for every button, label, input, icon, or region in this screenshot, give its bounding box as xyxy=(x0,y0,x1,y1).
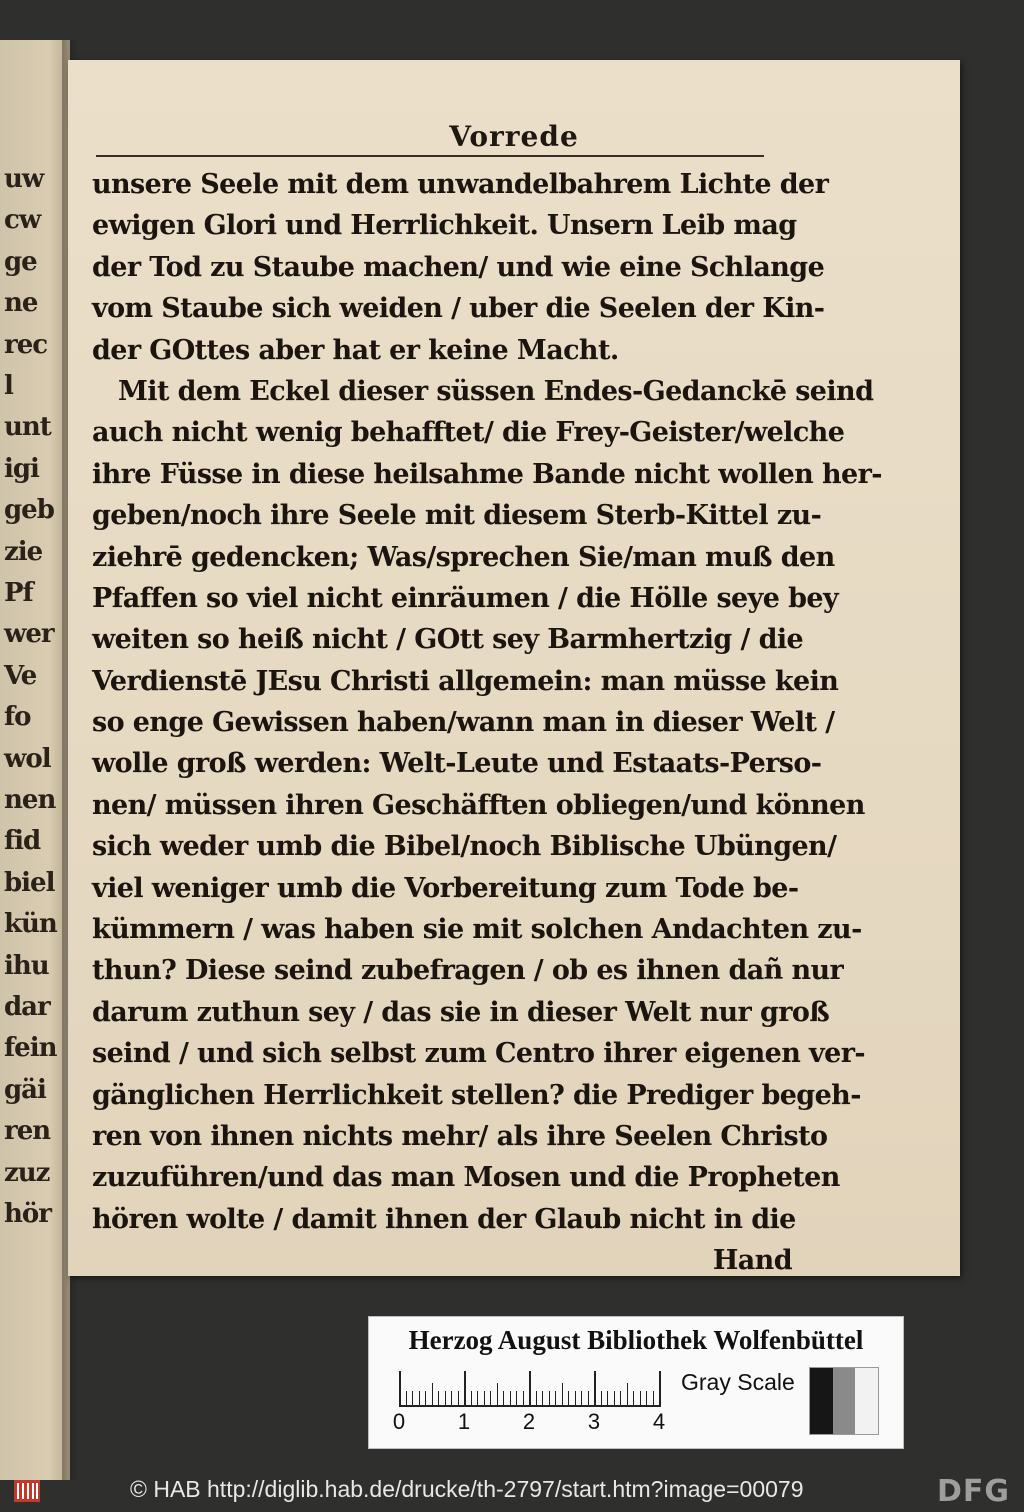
left-page-fragment: biel xyxy=(4,867,55,898)
left-page-fragment: gäi xyxy=(4,1074,46,1105)
ruler-tick xyxy=(588,1391,589,1405)
left-page-fragment: cw xyxy=(4,205,41,236)
ruler-number: 2 xyxy=(522,1409,536,1434)
text-line: weiten so heiß nicht / GOtt sey Barmhertzig / die xyxy=(92,624,804,656)
ruler-tick xyxy=(497,1383,498,1405)
text-line: kümmern / was haben sie mit solchen Andachten zu- xyxy=(92,914,862,946)
ruler-tick xyxy=(503,1391,504,1405)
ruler-tick xyxy=(399,1371,401,1405)
text-line: gänglichen Herrlichkeit stellen? die Prediger begeh- xyxy=(92,1079,861,1111)
ruler-tick xyxy=(627,1383,628,1405)
text-line: ewigen Glori und Herrlichkeit. Unsern Leib mag xyxy=(92,210,797,242)
text-line: wolle groß werden: Welt-Leute und Estaats-Perso- xyxy=(92,748,822,780)
ruler-tick xyxy=(425,1391,426,1405)
left-page-fragment: l xyxy=(4,371,13,401)
ruler-tick xyxy=(529,1371,531,1405)
ruler-tick xyxy=(659,1371,661,1405)
ruler-tick xyxy=(419,1391,420,1405)
ruler-tick xyxy=(575,1391,576,1405)
ruler-tick xyxy=(412,1391,413,1405)
text-line: Verdienstē JEsu Christi allgemein: man müsse kein xyxy=(92,665,839,697)
text-line: Pfaffen so viel nicht einräumen / die Hölle seye bey xyxy=(92,582,839,614)
dfg-logo: DFG xyxy=(936,1474,1010,1509)
text-line: vom Staube sich weiden / uber die Seelen der Kin- xyxy=(92,293,825,325)
left-page-fragment: fo xyxy=(4,702,31,733)
text-line: ren von ihnen nichts mehr/ als ihre Seelen Christo xyxy=(92,1120,828,1152)
footer-url[interactable]: © HAB http://diglib.hab.de/drucke/th-2797/start.htm?image=00079 xyxy=(130,1476,804,1502)
text-line: unsere Seele mit dem unwandelbahrem Lichte der xyxy=(92,169,829,200)
text-line: thun? Diese seind zubefragen / ob es ihnen dañ nur xyxy=(92,955,844,987)
gray-swatch xyxy=(855,1368,878,1434)
left-page-fragment: rec xyxy=(4,329,48,360)
text-line: der Tod zu Staube machen/ und wie eine Schlange xyxy=(92,251,825,283)
left-page-fragment: igi xyxy=(4,453,39,484)
gray-swatch xyxy=(810,1368,833,1434)
text-line: Mit dem Eckel dieser süssen Endes-Gedanckē seind xyxy=(118,375,874,407)
ruler-tick xyxy=(601,1391,602,1405)
ruler-tick xyxy=(516,1391,517,1405)
text-line: nen/ müssen ihren Geschäfften obliegen/und können xyxy=(92,789,865,821)
left-page-fragment: ge xyxy=(4,246,37,277)
ruler-tick xyxy=(555,1391,556,1405)
text-line: darum zuthun sey / das sie in dieser Welt nur groß xyxy=(92,996,830,1028)
left-page-fragment: geb xyxy=(4,495,54,526)
ruler-tick xyxy=(542,1391,543,1405)
ruler-tick xyxy=(484,1391,485,1405)
ruler-tick xyxy=(490,1391,491,1405)
ruler-tick xyxy=(653,1391,654,1405)
left-page-fragment: hör xyxy=(4,1199,51,1229)
ruler-number: 1 xyxy=(457,1409,471,1434)
body-text xyxy=(92,164,882,1282)
text-line: geben/noch ihre Seele mit diesem Sterb-Kittel zu- xyxy=(92,500,822,532)
ruler-tick xyxy=(614,1391,615,1405)
ruler-number: 4 xyxy=(652,1409,666,1434)
ruler-tick xyxy=(594,1371,596,1405)
hab-logo-icon xyxy=(14,1478,40,1504)
left-page-fragment: Ve xyxy=(4,660,37,691)
left-page-fragment: wer xyxy=(4,619,54,650)
gray-scale-label: Gray Scale xyxy=(681,1369,795,1395)
ruler-tick xyxy=(523,1391,524,1405)
left-page-fragment: uw xyxy=(4,164,44,194)
previous-page-strip xyxy=(0,40,70,1480)
color-scale-card xyxy=(368,1316,904,1449)
ruler-tick xyxy=(451,1391,452,1405)
ruler-tick xyxy=(549,1391,550,1405)
text-line: so enge Gewissen haben/wann man in dieser Welt / xyxy=(92,707,835,739)
ruler-tick xyxy=(581,1391,582,1405)
head-rule xyxy=(96,155,764,157)
left-page-fragment: fein xyxy=(4,1033,57,1064)
left-page-fragment: zuz xyxy=(4,1157,50,1188)
ruler-tick xyxy=(607,1391,608,1405)
text-line: der GOttes aber hat er keine Macht. xyxy=(92,334,619,366)
book-page xyxy=(68,60,960,1276)
text-line: hören wolte / damit ihnen der Glaub nicht in die xyxy=(92,1203,796,1235)
ruler-tick xyxy=(438,1391,439,1405)
ruler-tick xyxy=(640,1391,641,1405)
ruler xyxy=(399,1371,661,1407)
text-line: ihre Füsse in diese heilsahme Bande nicht wollen her- xyxy=(92,458,882,490)
ruler-tick xyxy=(510,1391,511,1405)
ruler-tick xyxy=(646,1391,647,1405)
left-page-fragment: zie xyxy=(4,536,43,567)
ruler-tick xyxy=(406,1391,407,1405)
gray-swatches xyxy=(809,1367,879,1435)
left-page-fragment: kün xyxy=(4,909,57,940)
left-page-fragment: ren xyxy=(4,1116,51,1147)
catchword: Hand xyxy=(712,1245,792,1277)
left-page-fragment: fid xyxy=(4,826,41,857)
ruler-tick xyxy=(477,1391,478,1405)
text-line: sich weder umb die Bibel/noch Biblische Ubüngen/ xyxy=(92,831,837,863)
ruler-number: 0 xyxy=(392,1409,406,1434)
ruler-tick xyxy=(458,1391,459,1405)
left-page-fragment: Pf xyxy=(4,578,33,608)
ruler-tick xyxy=(464,1371,466,1405)
ruler-tick xyxy=(536,1391,537,1405)
ruler-tick xyxy=(445,1391,446,1405)
text-line: zuzuführen/und das man Mosen und die Propheten xyxy=(92,1162,840,1194)
ruler-number: 3 xyxy=(587,1409,601,1434)
ruler-tick xyxy=(432,1383,433,1405)
left-page-fragment: wol xyxy=(4,743,51,774)
left-page-fragment: ne xyxy=(4,288,38,319)
footer-bar xyxy=(0,1466,1024,1512)
left-page-fragment: nen xyxy=(4,785,56,815)
library-name: Herzog August Bibliothek Wolfenbüttel xyxy=(408,1325,864,1355)
left-page-fragment: unt xyxy=(4,412,51,443)
text-line: viel weniger umb die Vorbereitung zum Tode be- xyxy=(92,872,799,904)
running-head: Vorrede xyxy=(449,120,579,153)
gray-swatch xyxy=(833,1368,856,1434)
text-line: seind / und sich selbst zum Centro ihrer eigenen ver- xyxy=(92,1038,865,1070)
left-page-fragment: dar xyxy=(4,992,50,1022)
ruler-tick xyxy=(633,1391,634,1405)
left-page-fragment: ihu xyxy=(4,950,49,981)
text-line: auch nicht wenig behafftet/ die Frey-Geister/welche xyxy=(92,417,845,449)
ruler-tick xyxy=(620,1391,621,1405)
ruler-tick xyxy=(471,1391,472,1405)
text-line: ziehrē gedencken; Was/sprechen Sie/man muß den xyxy=(92,541,835,573)
ruler-tick xyxy=(562,1383,563,1405)
ruler-tick xyxy=(568,1391,569,1405)
